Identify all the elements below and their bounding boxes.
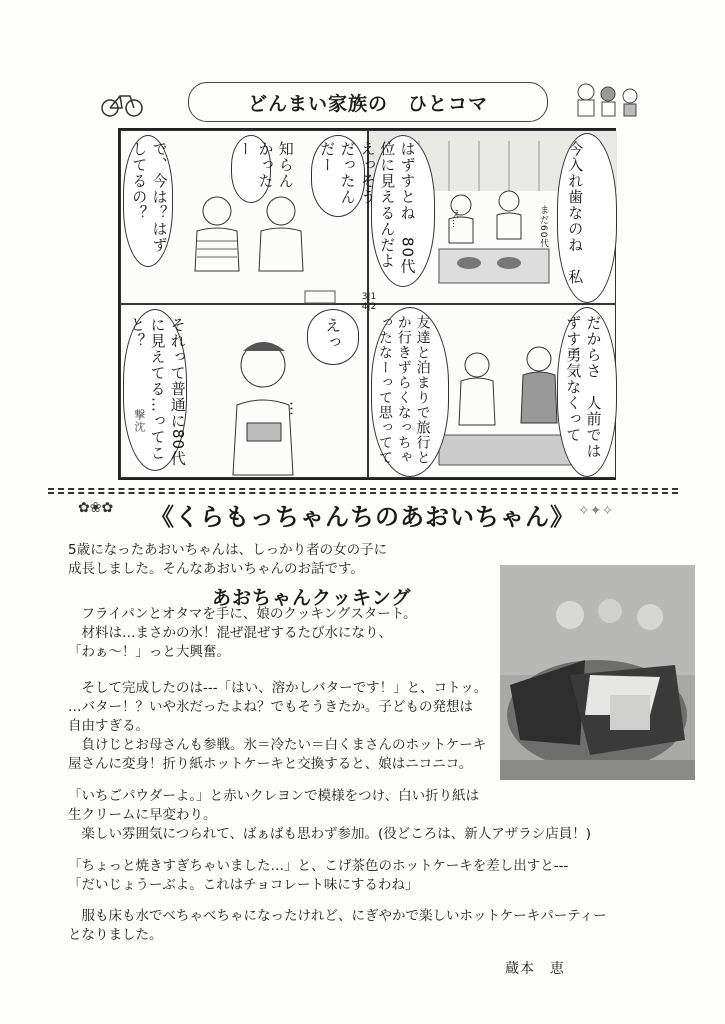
photo — [500, 565, 695, 780]
intro-line: 成長しました。そんなあおいちゃんのお話です。 — [68, 561, 364, 577]
panel-3-bubble-etto: えっそうだったんだー — [318, 141, 377, 205]
panel-number: 2 — [370, 302, 377, 312]
article-line: 負けじとお母さんも参戦。氷＝冷たい＝白くまさんのホットケーキ — [68, 737, 487, 753]
panel-1-note-right: まだ60代 — [538, 205, 549, 249]
article-line: 材料は…まさかの氷！混ぜ混ぜするたび水になり、 — [68, 625, 392, 641]
article-subtitle: あおちゃんクッキング — [212, 587, 412, 609]
divider — [48, 492, 678, 494]
manga-strip — [118, 128, 616, 480]
page-title: どんまい家族の ひとコマ — [247, 92, 488, 115]
panel-number: 4 — [361, 302, 368, 312]
manga-panel-1 — [368, 130, 616, 304]
manga-panel-2 — [368, 304, 616, 478]
panel-4-bubble-e: えっ — [322, 317, 342, 351]
characters-icon — [572, 78, 642, 122]
manga-panel-4 — [120, 304, 368, 478]
panel-number: 1 — [370, 292, 377, 302]
bicycle-icon — [100, 88, 144, 124]
article-line: 「ちょっと焼きすぎちゃいました…」と、こげ茶色のホットケーキを差し出すと--- — [68, 858, 569, 874]
author-name: 蔵本 恵 — [505, 961, 565, 977]
article-line: 自由すぎる。 — [68, 718, 149, 734]
article-line: 「いちごパウダーよ。」と赤いクレヨンで模様をつけ、白い折り紙は — [68, 788, 480, 804]
intro-line: 5歳になったあおいちゃんは、しっかり者の女の子に — [68, 542, 388, 558]
panel-4-dots: … — [286, 401, 305, 417]
article-line: 屋さんに変身！折り紙ホットケーキと交換すると、娘はニコニコ。 — [68, 756, 473, 772]
article-line: 生クリームに早変わり。 — [68, 807, 217, 823]
panel-number: 3 — [361, 292, 368, 302]
panel-1-bubble-left: はずすとね 80代位に見えるんだよ — [378, 141, 417, 275]
section-title: 《くらもっちゃんちのあおいちゃん》 — [150, 503, 575, 531]
panel-1-bubble-main: 今入れ歯なのね 私 — [566, 141, 585, 285]
article-line: フライパンとオタマを手に、娘のクッキングスタート。 — [68, 606, 417, 622]
panel-4-sfx: 撃沈 — [132, 409, 146, 433]
sparkle-icon: ✧✦✧ — [578, 503, 614, 519]
panel-2-bubble-right: だからさ 人前ではずす勇気なくって — [564, 315, 603, 459]
panel-3-bubble-q: で、今は？はずしてるの？ — [130, 141, 169, 253]
flower-icon: ✿❀✿ — [78, 500, 114, 516]
article-line: …バター！？いや氷だったよね？でもそうきたか。子どもの発想は — [68, 699, 473, 715]
page-header-banner — [188, 82, 548, 122]
panel-3-bubble-shirank: 知らんかったー — [236, 141, 295, 189]
divider — [48, 488, 678, 490]
panel-2-bubble-left: 友達と泊まりで旅行とか行きずらくなっちゃったなーって思ってて — [376, 315, 431, 465]
article-line: 「わぁ～！」っと大興奮。 — [68, 644, 230, 660]
panel-1-note-left: え… — [450, 209, 461, 229]
panel-number-marker: 3|1 4|2 — [361, 292, 377, 312]
article-line: 服も床も水でべちゃべちゃになったけれど、にぎやかで楽しいホットケーキパーティー — [68, 908, 607, 924]
panel-4-bubble-left: それって普通に80代に見えてる…ってこと？ — [128, 317, 187, 467]
article-line: そして完成したのは---「はい、溶かしバターです！」と、コトッ。 — [68, 680, 488, 696]
article-line: 「だいじょうーぶよ。これはチョコレート味にするわね」 — [68, 877, 419, 893]
article-line: となりました。 — [68, 927, 163, 943]
article-line: 楽しい雰囲気につられて、ばぁばも思わず参加。(役どころは、新人アザラシ店員！) — [68, 826, 591, 842]
